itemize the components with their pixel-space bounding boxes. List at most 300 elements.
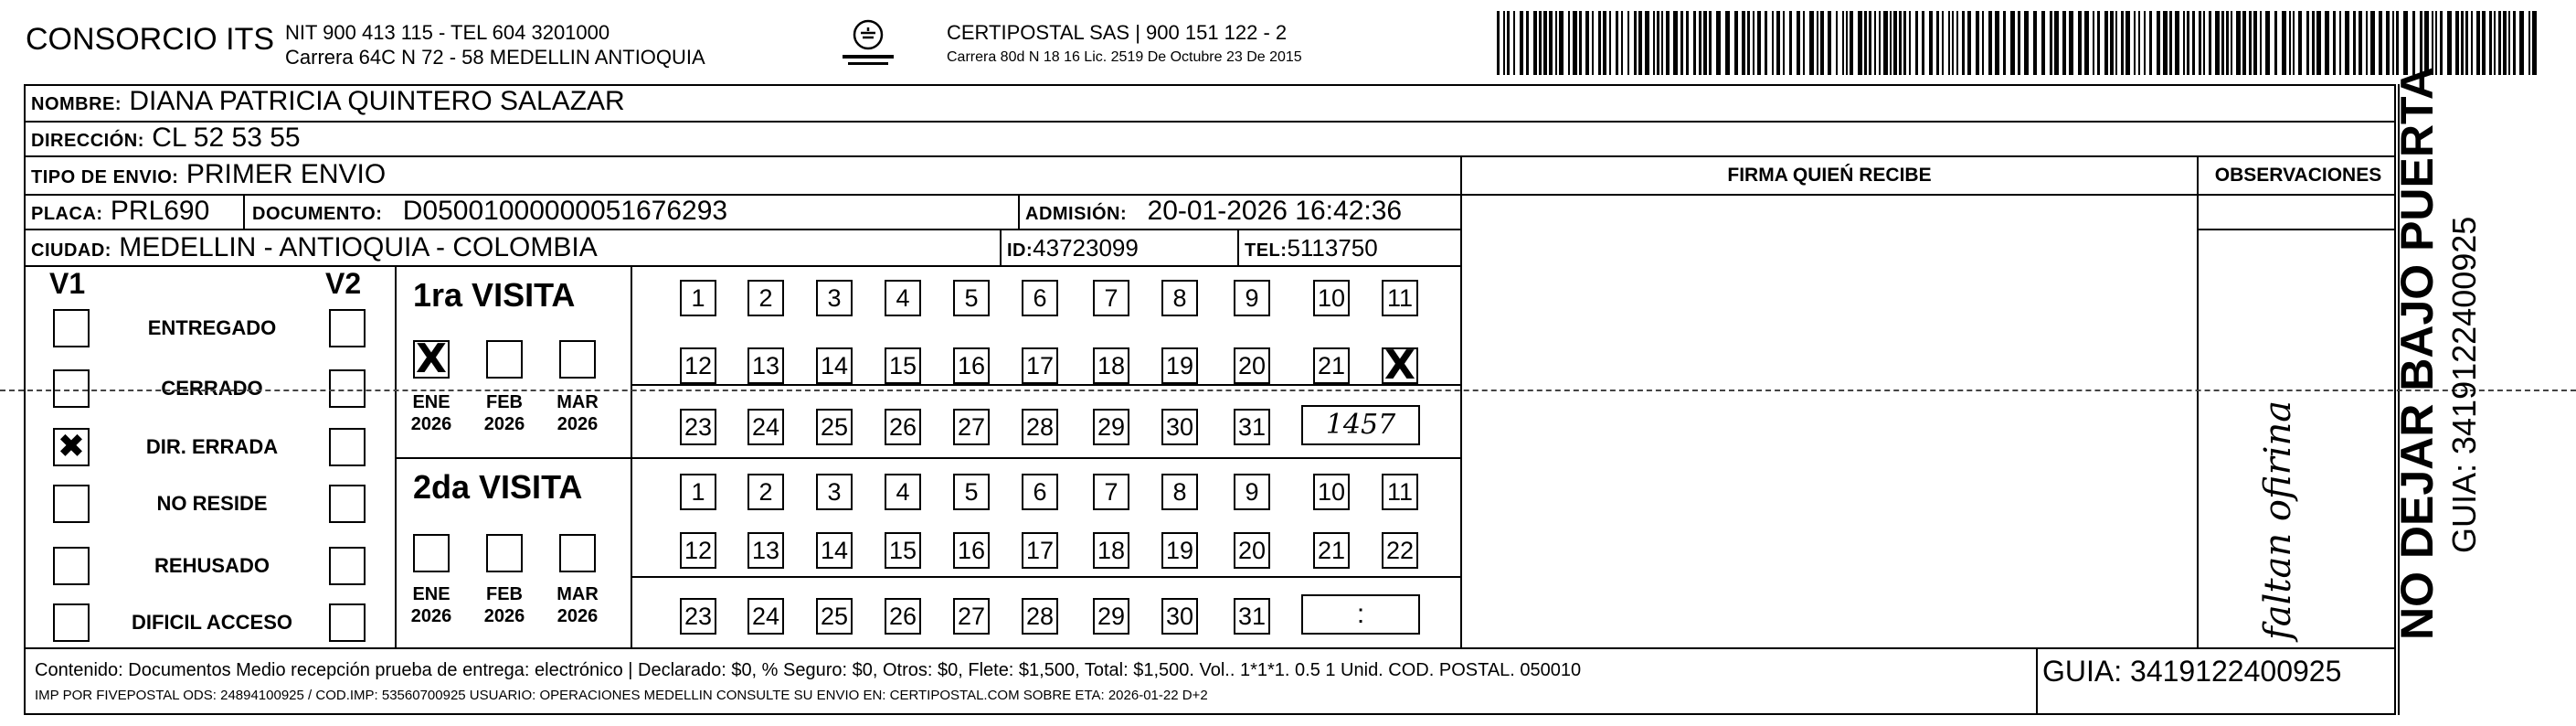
first-visit-title: 1ra VISITA: [413, 276, 576, 314]
barcode-bar: [1893, 11, 1897, 75]
barcode-bar: [2121, 11, 2124, 75]
barcode-bar: [2424, 11, 2429, 75]
day-box[interactable]: 10: [1313, 280, 1350, 316]
observaciones-header: OBSERVACIONES: [2214, 165, 2382, 186]
day-box[interactable]: 21: [1313, 532, 1350, 569]
barcode-bar: [1526, 11, 1529, 75]
observation-note: faltan ofirina: [2257, 400, 2299, 640]
carrier-license: Carrera 80d N 18 16 Lic. 2519 De Octubre 23 De 2015: [947, 49, 1302, 65]
barcode-bar: [1507, 11, 1510, 75]
placa-label: PLACA:: [31, 204, 103, 224]
barcode-bar: [2316, 11, 2321, 75]
barcode-bar: [2084, 11, 2089, 75]
day-box[interactable]: 29: [1093, 598, 1129, 635]
barcode-bar: [2513, 11, 2516, 75]
barcode-bar: [1543, 11, 1547, 75]
day-box[interactable]: 16: [953, 532, 990, 569]
day-box[interactable]: 16: [953, 347, 990, 384]
barcode-bar: [2274, 11, 2277, 75]
certipostal-logo-icon: [839, 16, 897, 69]
v1-checkbox[interactable]: [53, 485, 90, 523]
barcode-bar: [1699, 11, 1701, 75]
barcode-bar: [2078, 11, 2082, 75]
barcode-bar: [2471, 11, 2473, 75]
barcode-bar: [2192, 11, 2195, 75]
day-box[interactable]: 6: [1022, 280, 1058, 316]
barcode-bar: [1716, 11, 1721, 75]
day-box[interactable]: [1382, 342, 1418, 389]
day-box[interactable]: 4: [885, 280, 921, 316]
footer-print-info: IMP POR FIVEPOSTAL ODS: 24894100925 / COD.IMP: 53560700925 USUARIO: OPERACIONES MEDELLIN CONSULTE SU ENVIO EN: CERTIPOSTAL.COM SOBRE ETA: 2026-01-22 D+2: [35, 688, 1208, 703]
barcode-bar: [1850, 11, 1853, 75]
firma-header: FIRMA QUIEŃ RECIBE: [1727, 165, 1932, 186]
day-box[interactable]: 17: [1022, 532, 1058, 569]
day-box[interactable]: 18: [1093, 347, 1129, 384]
direccion-value: CL 52 53 55: [152, 123, 301, 153]
barcode-bar: [2293, 11, 2295, 75]
barcode-bar: [2312, 11, 2315, 75]
barcode-bar: [1776, 11, 1780, 75]
day-box[interactable]: 30: [1161, 598, 1198, 635]
barcode-bar: [1772, 11, 1774, 75]
barcode-bar: [2249, 11, 2252, 75]
tipo-envio-row: [31, 159, 386, 190]
day-box[interactable]: 25: [816, 598, 853, 635]
company-name: CONSORCIO ITS: [26, 22, 275, 57]
status-label: CERRADO: [161, 377, 263, 400]
side-guia: GUIA: 3419122400925: [2445, 216, 2483, 553]
company-address: Carrera 64C N 72 - 58 MEDELLIN ANTIOQUIA: [285, 46, 705, 69]
day-box[interactable]: 2: [747, 280, 784, 316]
barcode-bar: [2265, 11, 2270, 75]
barcode-bar: [1842, 11, 1844, 75]
barcode-bar: [2157, 11, 2160, 75]
barcode-bar: [1734, 11, 1738, 75]
day-box[interactable]: 19: [1161, 532, 1198, 569]
barcode-bar: [1995, 11, 1999, 75]
barcode-bar: [1858, 11, 1862, 75]
barcode-bar: [2396, 11, 2399, 75]
barcode-bar: [2260, 11, 2262, 75]
month-year: 2026: [483, 414, 525, 434]
barcode-bar: [2203, 11, 2205, 75]
barcode-bar: [2115, 11, 2117, 75]
month-name: MAR: [557, 392, 599, 412]
barcode-bar: [1803, 11, 1805, 75]
first-visit-time[interactable]: [1301, 405, 1420, 445]
barcode-bar: [1497, 11, 1500, 75]
day-box[interactable]: 25: [816, 409, 853, 445]
documento-value: D05001000000051676293: [402, 196, 728, 226]
v2-checkbox[interactable]: [329, 485, 366, 523]
barcode-bar: [1742, 11, 1745, 75]
month-checkbox[interactable]: [413, 336, 450, 382]
v1-checkbox[interactable]: [53, 428, 90, 466]
barcode-bar: [2435, 11, 2437, 75]
barcode-bar: [2242, 11, 2246, 75]
barcode-bar: [1533, 11, 1537, 75]
id-label: ID:: [1007, 240, 1034, 261]
barcode-bar: [2461, 11, 2464, 75]
day-box[interactable]: 3: [816, 280, 853, 316]
barcode-bar: [2325, 11, 2329, 75]
barcode-bar: [1956, 11, 1958, 75]
barcode-bar: [1836, 11, 1838, 75]
day-box[interactable]: 19: [1161, 347, 1198, 384]
barcode-bar: [1903, 11, 1906, 75]
barcode-bar: [1703, 11, 1707, 75]
barcode-bar: [2236, 11, 2241, 75]
barcode-bar: [2298, 11, 2302, 75]
barcode-bar: [1757, 11, 1761, 75]
nombre-value: DIANA PATRICIA QUINTERO SALAZAR: [129, 86, 625, 116]
tel-value: 5113750: [1287, 234, 1378, 262]
barcode-bar: [1874, 11, 1876, 75]
barcode-bar: [2018, 11, 2020, 75]
second-visit-title: 2da VISITA: [413, 468, 583, 506]
barcode-bar: [1627, 11, 1629, 75]
barcode-bar: [1539, 11, 1542, 75]
barcode-bar: [2125, 11, 2130, 75]
barcode-bar: [1634, 11, 1637, 75]
barcode-bar: [1797, 11, 1800, 75]
month-name: ENE: [412, 392, 451, 412]
day-box[interactable]: 26: [885, 598, 921, 635]
check-x-mark: ✖: [57, 428, 86, 465]
barcode-bar: [1783, 11, 1785, 75]
barcode-bar: [2306, 11, 2309, 75]
month-label: [477, 391, 532, 435]
barcode-bar: [1709, 11, 1712, 75]
barcode-bar: [1661, 11, 1663, 75]
day-box[interactable]: 24: [747, 598, 784, 635]
v1-checkbox[interactable]: [53, 309, 90, 347]
nombre-label: NOMBRE:: [31, 94, 122, 114]
day-box[interactable]: 7: [1093, 280, 1129, 316]
direccion-label: DIRECCIÓN:: [31, 131, 144, 151]
barcode-bar: [1869, 11, 1871, 75]
tel-label: TEL:: [1245, 240, 1288, 261]
barcode-bar: [2482, 11, 2486, 75]
barcode-bar: [1789, 11, 1792, 75]
barcode-bar: [2062, 11, 2066, 75]
day-box[interactable]: 3: [816, 474, 853, 510]
month-name: MAR: [557, 584, 599, 604]
barcode-bar: [1948, 11, 1950, 75]
day-box[interactable]: 15: [885, 347, 921, 384]
v1-checkbox[interactable]: [53, 547, 90, 585]
day-box[interactable]: 12: [680, 532, 716, 569]
day-box[interactable]: 27: [953, 598, 990, 635]
day-box[interactable]: 11: [1382, 280, 1418, 316]
barcode-bar: [2339, 11, 2341, 75]
barcode-bar: [1942, 11, 1944, 75]
barcode-bar: [2412, 11, 2415, 75]
day-box[interactable]: 20: [1234, 347, 1270, 384]
month-year: 2026: [557, 606, 599, 626]
barcode-bar: [1579, 11, 1582, 75]
barcode-bar: [1879, 11, 1881, 75]
status-label: DIFICIL ACCESO: [131, 611, 292, 634]
day-box[interactable]: 5: [953, 474, 990, 510]
day-box[interactable]: 26: [885, 409, 921, 445]
month-checkbox[interactable]: [413, 534, 450, 572]
barcode-bar: [1952, 11, 1954, 75]
barcode-bar: [2528, 11, 2530, 75]
v2-checkbox[interactable]: [329, 603, 366, 642]
barcode-bar: [1616, 11, 1618, 75]
second-visit-time[interactable]: :: [1301, 594, 1420, 635]
barcode-bar: [2175, 11, 2179, 75]
barcode-bar: [1967, 11, 1971, 75]
barcode-bar: [2231, 11, 2232, 75]
barcode-bar: [1645, 11, 1649, 75]
day-box[interactable]: 27: [953, 409, 990, 445]
month-label: [550, 583, 605, 627]
barcode-bar: [1657, 11, 1659, 75]
day-box[interactable]: 4: [885, 474, 921, 510]
day-box[interactable]: 23: [680, 598, 716, 635]
day-box[interactable]: 12: [680, 347, 716, 384]
barcode-bar: [1638, 11, 1642, 75]
barcode-bar: [1817, 11, 1818, 75]
barcode-bar: [2187, 11, 2189, 75]
month-checkbox[interactable]: [486, 340, 523, 379]
barcode-bar: [2366, 11, 2368, 75]
barcode-bar: [2199, 11, 2201, 75]
month-name: FEB: [486, 584, 523, 604]
day-box[interactable]: 11: [1382, 474, 1418, 510]
day-box[interactable]: 9: [1234, 474, 1270, 510]
month-checkbox[interactable]: [559, 340, 596, 379]
day-box[interactable]: 8: [1161, 474, 1198, 510]
barcode-bar: [2134, 11, 2136, 75]
barcode-bar: [2508, 11, 2510, 75]
admision-field: [1025, 196, 1402, 227]
barcode-bar: [1573, 11, 1577, 75]
barcode-bar: [1915, 11, 1918, 75]
day-box[interactable]: 18: [1093, 532, 1129, 569]
barcode-bar: [2476, 11, 2480, 75]
barcode-bar: [1603, 11, 1606, 75]
barcode-bar: [2403, 11, 2408, 75]
month-year: 2026: [410, 606, 452, 626]
day-box[interactable]: 13: [747, 347, 784, 384]
day-box[interactable]: 22: [1382, 532, 1418, 569]
barcode-bar: [2110, 11, 2114, 75]
barcode-bar: [1890, 11, 1892, 75]
barcode-bar: [2149, 11, 2152, 75]
barcode-bar: [2489, 11, 2492, 75]
month-name: ENE: [412, 584, 451, 604]
v2-checkbox[interactable]: [329, 547, 366, 585]
barcode-bar: [1982, 11, 1984, 75]
barcode-bar: [1976, 11, 1979, 75]
carrier-info: [947, 20, 1302, 69]
barcode-bar: [1747, 11, 1750, 75]
barcode-bar: [1568, 11, 1570, 75]
barcode-bar: [1936, 11, 1939, 75]
barcode-bar: [1555, 11, 1557, 75]
month-label: [477, 583, 532, 627]
v2-checkbox[interactable]: [329, 309, 366, 347]
barcode-bar: [1922, 11, 1924, 75]
barcode-icon: [1497, 11, 2539, 75]
barcode-bar: [1673, 11, 1678, 75]
barcode-bar: [2104, 11, 2108, 75]
status-label: NO RESIDE: [156, 492, 268, 515]
barcode-bar: [2093, 11, 2094, 75]
v2-header: V2: [325, 267, 362, 300]
barcode-bar: [1549, 11, 1553, 75]
barcode-bar: [2498, 11, 2501, 75]
month-year: 2026: [410, 414, 452, 434]
id-field: [1007, 234, 1139, 262]
day-box[interactable]: 31: [1234, 409, 1270, 445]
barcode-bar: [2353, 11, 2356, 75]
day-box[interactable]: 7: [1093, 474, 1129, 510]
v2-checkbox[interactable]: [329, 428, 366, 466]
v1-checkbox[interactable]: [53, 603, 90, 642]
barcode-bar: [1693, 11, 1696, 75]
barcode-bar: [2532, 11, 2537, 75]
day-box[interactable]: 23: [680, 409, 716, 445]
barcode-bar: [2221, 11, 2224, 75]
placa-field: [31, 196, 209, 227]
barcode-bar: [2370, 11, 2375, 75]
day-box[interactable]: 2: [747, 474, 784, 510]
barcode-bar: [1520, 11, 1523, 75]
month-label: [404, 391, 459, 435]
barcode-bar: [1609, 11, 1611, 75]
day-box[interactable]: 1: [680, 280, 716, 316]
month-checkbox[interactable]: [486, 534, 523, 572]
day-box[interactable]: 31: [1234, 598, 1270, 635]
barcode-bar: [2432, 11, 2433, 75]
day-box[interactable]: 28: [1022, 409, 1058, 445]
barcode-bar: [2455, 11, 2459, 75]
day-box[interactable]: 9: [1234, 280, 1270, 316]
barcode-bar: [2169, 11, 2172, 75]
barcode-bar: [2519, 11, 2524, 75]
company-info: [285, 20, 705, 69]
barcode-bar: [1820, 11, 1824, 75]
documento-field: [252, 196, 727, 227]
barcode-bar: [1909, 11, 1911, 75]
barcode-bar: [2503, 11, 2507, 75]
tel-field: [1245, 234, 1378, 262]
barcode-bar: [2033, 11, 2037, 75]
barcode-bar: [2209, 11, 2211, 75]
day-box[interactable]: 14: [816, 532, 853, 569]
day-box[interactable]: 13: [747, 532, 784, 569]
admision-value: 20-01-2026 16:42:36: [1147, 196, 1403, 226]
barcode-bar: [2054, 11, 2059, 75]
barcode-bar: [2069, 11, 2073, 75]
barcode-bar: [1585, 11, 1589, 75]
barcode-bar: [2024, 11, 2029, 75]
barcode-bar: [1899, 11, 1902, 75]
barcode-bar: [1883, 11, 1888, 75]
barcode-bar: [1846, 11, 1848, 75]
barcode-bar: [2465, 11, 2468, 75]
barcode-bar: [2345, 11, 2349, 75]
side-warning: NO DEJAR BAJO PUERTA: [2391, 67, 2443, 640]
barcode-bar: [1988, 11, 1992, 75]
footer-guia: GUIA: 3419122400925: [2042, 655, 2342, 688]
day-box[interactable]: 8: [1161, 280, 1198, 316]
barcode-bar: [1864, 11, 1867, 75]
ciudad-label: CIUDAD:: [31, 240, 111, 261]
ciudad-field: [31, 232, 598, 263]
barcode-bar: [1725, 11, 1730, 75]
placa-value: PRL690: [110, 196, 210, 226]
day-box[interactable]: 14: [816, 347, 853, 384]
barcode-bar: [2138, 11, 2140, 75]
month-checkbox[interactable]: [559, 534, 596, 572]
barcode-bar: [2289, 11, 2291, 75]
barcode-bar: [1809, 11, 1814, 75]
barcode-bar: [2050, 11, 2052, 75]
day-box[interactable]: 24: [747, 409, 784, 445]
barcode-bar: [1828, 11, 1831, 75]
barcode-bar: [1598, 11, 1601, 75]
barcode-bar: [1929, 11, 1933, 75]
barcode-bar: [1621, 11, 1623, 75]
barcode-bar: [2041, 11, 2045, 75]
barcode-bar: [2097, 11, 2100, 75]
barcode-bar: [2183, 11, 2185, 75]
barcode-bar: [1592, 11, 1594, 75]
barcode-bar: [1559, 11, 1564, 75]
barcode-bar: [2003, 11, 2006, 75]
barcode-bar: [2163, 11, 2168, 75]
day-box[interactable]: 30: [1161, 409, 1198, 445]
barcode-bar: [2215, 11, 2220, 75]
v1-checkbox[interactable]: [53, 369, 90, 408]
v1-header: V1: [49, 267, 86, 300]
barcode-bar: [1680, 11, 1683, 75]
day-box[interactable]: 1: [680, 474, 716, 510]
day-box[interactable]: 15: [885, 532, 921, 569]
day-box[interactable]: 17: [1022, 347, 1058, 384]
footer-content: Contenido: Documentos Medio recepción prueba de entrega: electrónico | Declarado: $0, % Seguro: $0, Otros: $0, Flete: $1,500, Total: $1,500. Vol.. 1*1*1. 0.5 1 Unid. COD. POSTAL. 050010: [35, 660, 1582, 680]
day-box[interactable]: 28: [1022, 598, 1058, 635]
ciudad-value: MEDELLIN - ANTIOQUIA - COLOMBIA: [119, 232, 598, 262]
first-visit-time-value: 1457: [1325, 409, 1396, 441]
barcode-bar: [2226, 11, 2229, 75]
barcode-bar: [1753, 11, 1754, 75]
day-box[interactable]: 29: [1093, 409, 1129, 445]
month-x-mark: X: [416, 336, 447, 382]
day-box[interactable]: 21: [1313, 347, 1350, 384]
admision-label: ADMISIÓN:: [1025, 204, 1128, 224]
day-box[interactable]: 20: [1234, 532, 1270, 569]
day-box[interactable]: 5: [953, 280, 990, 316]
day-box[interactable]: 6: [1022, 474, 1058, 510]
direccion-row: [31, 123, 301, 154]
v2-checkbox[interactable]: [329, 369, 366, 408]
barcode-bar: [1503, 11, 1505, 75]
nit-line: NIT 900 413 115 - TEL 604 3201000: [285, 21, 610, 44]
day-box[interactable]: 10: [1313, 474, 1350, 510]
barcode-bar: [1686, 11, 1689, 75]
barcode-bar: [2010, 11, 2015, 75]
barcode-bar: [1653, 11, 1655, 75]
barcode-bar: [2379, 11, 2382, 75]
barcode-bar: [2447, 11, 2452, 75]
status-label: ENTREGADO: [147, 316, 277, 339]
